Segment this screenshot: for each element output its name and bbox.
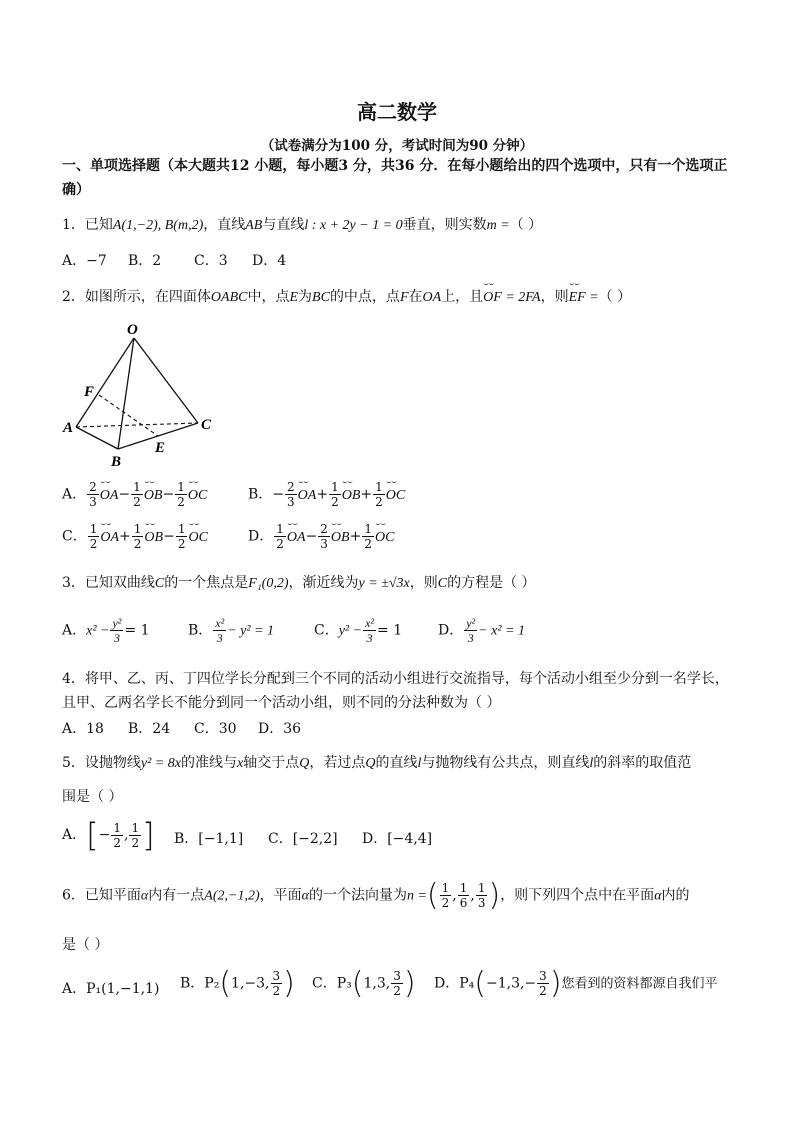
q2-condition: ⌣⌣ OF = 2FA	[483, 290, 540, 306]
q2-b-v3: ⌣⌣ OC	[386, 488, 405, 504]
q6-b-body: 1,−3,	[231, 975, 270, 992]
q2-b-sign2: +	[316, 486, 329, 503]
den: 2	[441, 896, 450, 910]
q2-d-c3	[362, 522, 374, 551]
q1-stem-d: 垂直，则实数	[402, 217, 487, 233]
num: 1	[89, 522, 98, 536]
q4-line2: 且甲、乙两名学长不能分到同一个活动小组，则不同的分法种数为（ ）	[62, 695, 501, 711]
num: 1	[276, 522, 284, 536]
q2-ef: ⌣⌣ EF =	[569, 290, 599, 306]
q4-option-c: C．30	[194, 721, 237, 737]
q2-c-c1	[88, 522, 100, 551]
q6-c-body: 1,3,	[363, 975, 391, 992]
q2-a-c1	[87, 480, 99, 509]
left-paren: (	[474, 966, 486, 1001]
q1-option-a: A．−7	[62, 253, 107, 269]
q5-stem-c: 轴交于点	[243, 755, 300, 771]
den: 2	[177, 495, 185, 509]
q5-stem-b: 的准线与	[181, 755, 237, 771]
page-title: 高二数学	[357, 100, 437, 124]
q2-oa: OA	[422, 290, 442, 305]
q6-option-c	[312, 966, 416, 1001]
q3-c-post: = 1	[377, 622, 403, 639]
num: 1	[364, 522, 372, 536]
right-paren: )	[283, 966, 295, 1001]
den: 2	[272, 984, 281, 998]
q3-d-label: D．	[438, 622, 464, 639]
num: 1	[459, 881, 468, 895]
q2-b-sign1: −	[272, 486, 285, 503]
num: x²	[365, 616, 375, 630]
num: y²	[112, 616, 122, 630]
q2-d-v1: ⌣⌣ OA	[287, 530, 306, 546]
den: 2	[131, 835, 140, 850]
q2-s7: ，则	[540, 289, 569, 305]
q3-option-a	[62, 616, 150, 645]
question-2	[62, 286, 631, 306]
q5-x: x	[237, 756, 244, 771]
q3-b-post: − y² = 1	[227, 623, 275, 639]
edge-ab	[76, 427, 118, 449]
den: 2	[539, 984, 547, 998]
edge-ac	[76, 423, 198, 427]
q3-option-d	[438, 616, 525, 645]
right-bracket: ]	[142, 816, 155, 854]
q5-stem-g: 的斜率的取值范	[593, 755, 692, 771]
q2-opt-c-label: C．	[62, 528, 87, 545]
q5-option-c: C．[−2,2]	[268, 831, 338, 847]
right-paren: )	[549, 966, 562, 1001]
q2-d-c2	[318, 522, 330, 551]
q1-ab: AB	[245, 218, 263, 233]
num: x²	[215, 616, 225, 630]
q6-number: 6．	[62, 887, 85, 904]
q3-c2: C	[437, 576, 448, 591]
q4-number: 4．	[62, 671, 85, 687]
q2-opt-b-label: B．	[248, 486, 273, 503]
q6-b-label: B．P₂	[180, 975, 220, 992]
q6-n2	[458, 881, 470, 910]
q6-stem-a: 已知平面	[84, 887, 141, 904]
q4-option-b: B．24	[128, 721, 171, 737]
q1-m: m =	[486, 218, 510, 233]
left-bracket: [	[86, 816, 99, 854]
q2-f: F	[399, 290, 409, 305]
segment-fe	[99, 395, 158, 436]
den: 3	[287, 495, 295, 509]
num: 3	[539, 969, 547, 983]
den: 2	[177, 537, 186, 551]
q3-c-frac	[363, 616, 376, 645]
q3-d-post: − x² = 1	[478, 623, 525, 639]
q2-option-b	[248, 480, 405, 509]
tetrahedron-figure	[58, 318, 228, 473]
q6-n1	[440, 881, 452, 910]
q6-line2: 是（ ）	[62, 937, 109, 953]
den: 2	[364, 537, 372, 551]
q2-c-c2	[132, 522, 144, 551]
q1-option-b: B．2	[128, 253, 162, 269]
q6-normal-vector: n =	[406, 888, 427, 904]
label-c: C	[201, 417, 212, 433]
q5-option-d: D．[−4,4]	[362, 831, 433, 847]
num: 2	[320, 522, 328, 536]
question-5	[62, 752, 691, 772]
q2-option-a	[62, 480, 207, 509]
q1-option-d: D．4	[252, 253, 287, 269]
num: 1	[177, 480, 185, 494]
num: 1	[133, 480, 141, 494]
q2-a-sign3: −	[162, 486, 175, 503]
q2-number: 2．	[62, 289, 85, 305]
q2-s3: 为	[298, 289, 313, 305]
q2-d-sign3: +	[349, 528, 362, 545]
q5-equation: y² = 8x	[140, 756, 181, 771]
q2-stem: 如图所示，在四面体	[84, 289, 211, 305]
q6-c-frac	[391, 969, 403, 998]
den: 2	[331, 495, 339, 509]
q2-b-v2: ⌣⌣ OB	[342, 488, 361, 504]
q3-a-post: = 1	[124, 622, 150, 639]
den: 2	[133, 537, 142, 551]
q4-option-d: D．36	[258, 721, 302, 737]
q3-a-frac	[110, 616, 123, 645]
right-paren: )	[403, 966, 416, 1001]
q2-option-c	[62, 522, 208, 551]
question-1	[62, 214, 542, 234]
q2-d-sign2: −	[305, 528, 318, 545]
q2-c-sign2: +	[119, 528, 131, 545]
q6-option-b	[180, 966, 295, 1001]
q6-d-frac	[537, 969, 549, 998]
num: 2	[89, 480, 97, 494]
q6-stem-d: 的一个法向量为	[308, 887, 407, 904]
q5-a-frac2	[129, 821, 141, 850]
num: 1	[177, 522, 186, 536]
label-e: E	[155, 440, 166, 456]
q5-stem-d: ，若过点	[309, 755, 366, 771]
minus-sign: −	[98, 827, 111, 843]
q2-a-v1: ⌣⌣ OA	[100, 488, 119, 504]
left-paren: (	[426, 878, 439, 913]
q2-a-sign2: −	[118, 486, 131, 503]
q2-answer-paren: （ ）	[598, 289, 632, 305]
den: 6	[459, 896, 468, 910]
num: 3	[272, 969, 281, 983]
q2-a-c3	[175, 480, 187, 509]
q2-bc: BC	[312, 290, 330, 305]
left-paren: (	[219, 966, 232, 1001]
q3-a-pre: x² −	[86, 623, 110, 639]
left-paren: (	[351, 966, 364, 1001]
q6-c-label: C．P₃	[312, 975, 352, 992]
q5-a-frac1	[111, 821, 123, 850]
q2-b-c2	[329, 480, 341, 509]
q5-q: Q	[299, 756, 310, 771]
q3-stem-d: ，则	[409, 575, 438, 591]
q6-stem-b: 内有一点	[148, 887, 205, 904]
q1-stem-b: ，直线	[203, 217, 246, 233]
q2-b-c1	[285, 480, 297, 509]
q3-b-frac	[213, 616, 226, 645]
q1-option-c: C．3	[194, 253, 228, 269]
num: 1	[131, 820, 140, 835]
q1-answer-paren: （ ）	[509, 217, 543, 233]
q3-stem-a: 已知双曲线	[84, 575, 155, 591]
section-heading: 一、单项选择题（本大题共12 小题，每小题3 分，共36 分．在每小题给出的四个选项中，只有一个选项正确）	[62, 158, 728, 198]
q6-alpha2: α	[301, 888, 309, 904]
q2-a-v2: ⌣⌣ OB	[144, 488, 163, 504]
q2-opt-a-label: A．	[62, 486, 87, 503]
q2-opt-d-label: D．	[248, 528, 274, 545]
den: 2	[133, 495, 141, 509]
edge-ob	[118, 338, 134, 449]
q2-d-v2: ⌣⌣ OB	[331, 530, 350, 546]
label-o: O	[127, 322, 138, 338]
q6-stem-c: ，平面	[259, 887, 302, 904]
q6-n3	[476, 881, 488, 910]
den: 2	[113, 835, 121, 850]
q5-number: 5．	[62, 755, 85, 771]
q3-d-frac	[464, 616, 477, 645]
q3-c-pre: y² −	[338, 623, 363, 639]
den: 3	[467, 631, 474, 645]
q6-b-frac	[271, 969, 283, 998]
q5-stem-e: 的直线	[375, 755, 418, 771]
q2-c-v2: ⌣⌣ OB	[144, 530, 163, 546]
q5-stem-f: 与抛物线有公共点，则直线	[421, 755, 590, 771]
q1-points: A(1,−2), B(m,2)	[112, 218, 204, 233]
num: 1	[113, 820, 121, 835]
q1-number: 1．	[62, 217, 85, 233]
edge-oc	[134, 338, 198, 423]
den: 3	[477, 896, 486, 910]
right-paren: )	[488, 878, 501, 913]
num: 1	[133, 522, 142, 536]
watermark-text: 您看到的资料都源自我们平	[561, 976, 718, 992]
num: 1	[331, 480, 339, 494]
q1-line: l : x + 2y − 1 = 0	[304, 218, 403, 233]
q5-option-b: B．[−1,1]	[174, 831, 244, 847]
num: 2	[287, 480, 295, 494]
q5-l2: l	[589, 756, 594, 771]
den: 3	[113, 631, 120, 645]
num: 1	[375, 480, 383, 494]
label-b: B	[111, 454, 122, 470]
edge-oa	[76, 338, 134, 427]
q6-stem-f: 内的	[661, 887, 690, 904]
q2-option-d	[248, 522, 394, 551]
den: 3	[89, 495, 97, 509]
q6-alpha: α	[140, 888, 149, 904]
q3-option-b	[188, 616, 274, 645]
q2-s6: 上，且	[441, 289, 484, 305]
den: 3	[216, 631, 223, 645]
q4-option-a: A．18	[62, 721, 104, 737]
num: 1	[477, 881, 486, 895]
q5-option-a	[62, 816, 155, 854]
den: 2	[393, 984, 401, 998]
num: y²	[466, 616, 476, 630]
q2-b-c3	[373, 480, 385, 509]
num: 3	[393, 969, 401, 983]
q2-s2: 中，点	[247, 289, 290, 305]
den: 3	[320, 537, 328, 551]
label-f: F	[84, 384, 95, 400]
q2-c-v3: ⌣⌣ OC	[188, 530, 207, 546]
q4-line1: 将甲、乙、丙、丁四位学长分配到三个不同的活动小组进行交流指导，每个活动小组至少分到一名学长，	[84, 671, 729, 687]
question-6: 6．已知平面α内有一点A(2,−1,2)，平面α的一个法向量为n =( $\frac{1}{2}$ , $\frac{1}{6}$ , $\frac{1}{3}$ )，则下列四个点中在平面α内的	[62, 878, 690, 913]
q2-d-c1	[274, 522, 286, 551]
q3-focus: F₁(0,2)	[248, 576, 289, 591]
label-a: A	[63, 420, 74, 436]
q1-stem: 已知	[84, 217, 113, 233]
q5-a-label: A．	[62, 827, 87, 843]
q2-c-sign3: −	[163, 528, 175, 545]
q5-line2: 围是（ ）	[62, 789, 123, 805]
q2-s4: 的中点，点	[329, 289, 400, 305]
q3-c: C	[154, 576, 165, 591]
q2-c-v1: ⌣⌣ OA	[100, 530, 119, 546]
q5-stem-a: 设抛物线	[84, 755, 141, 771]
q2-c-c3	[176, 522, 188, 551]
q6-option-a: A．P₁(1,−1,1)	[62, 981, 160, 997]
q6-option-d	[434, 966, 718, 1001]
q6-alpha3: α	[654, 888, 662, 904]
q2-s5: 在	[408, 289, 423, 305]
exam-info: （试卷满分为100 分，考试时间为90 分钟）	[260, 138, 534, 154]
q5-q2: Q	[365, 756, 376, 771]
q3-stem-e: 的方程是（ ）	[447, 575, 536, 591]
q2-b-v1: ⌣⌣ OA	[298, 488, 317, 504]
q3-stem-b: 的一个焦点是	[164, 575, 249, 591]
num: 1	[441, 881, 450, 895]
den: 3	[366, 631, 373, 645]
q3-a-label: A．	[62, 622, 87, 639]
q2-oabc: OABC	[210, 290, 248, 305]
den: 2	[89, 537, 98, 551]
q1-stem-c: 与直线	[262, 217, 305, 233]
q6-point-a: A(2,−1,2)	[204, 888, 260, 904]
question-3	[62, 572, 536, 592]
q2-a-c2	[131, 480, 143, 509]
q3-option-c	[314, 616, 402, 645]
q3-number: 3．	[62, 575, 85, 591]
q2-e: E	[289, 290, 299, 305]
q2-b-sign3: +	[360, 486, 373, 503]
q5-l: l	[417, 756, 422, 771]
den: 2	[276, 537, 284, 551]
q6-stem-e: ，则下列四个点中在平面	[500, 887, 655, 904]
q2-a-v3: ⌣⌣ OC	[188, 488, 207, 504]
q3-c-label: C．	[314, 622, 339, 639]
q3-asymptote: y = ±√3x	[358, 576, 410, 591]
question-4	[62, 668, 729, 688]
q6-d-label: D．P₄	[434, 975, 475, 992]
comma: ,	[123, 827, 129, 843]
den: 2	[375, 495, 383, 509]
q6-d-body: −1,3,−	[485, 975, 537, 992]
q2-d-v3: ⌣⌣ OC	[375, 530, 394, 546]
q3-b-label: B．	[188, 622, 213, 639]
q3-stem-c: ，渐近线为	[288, 575, 359, 591]
